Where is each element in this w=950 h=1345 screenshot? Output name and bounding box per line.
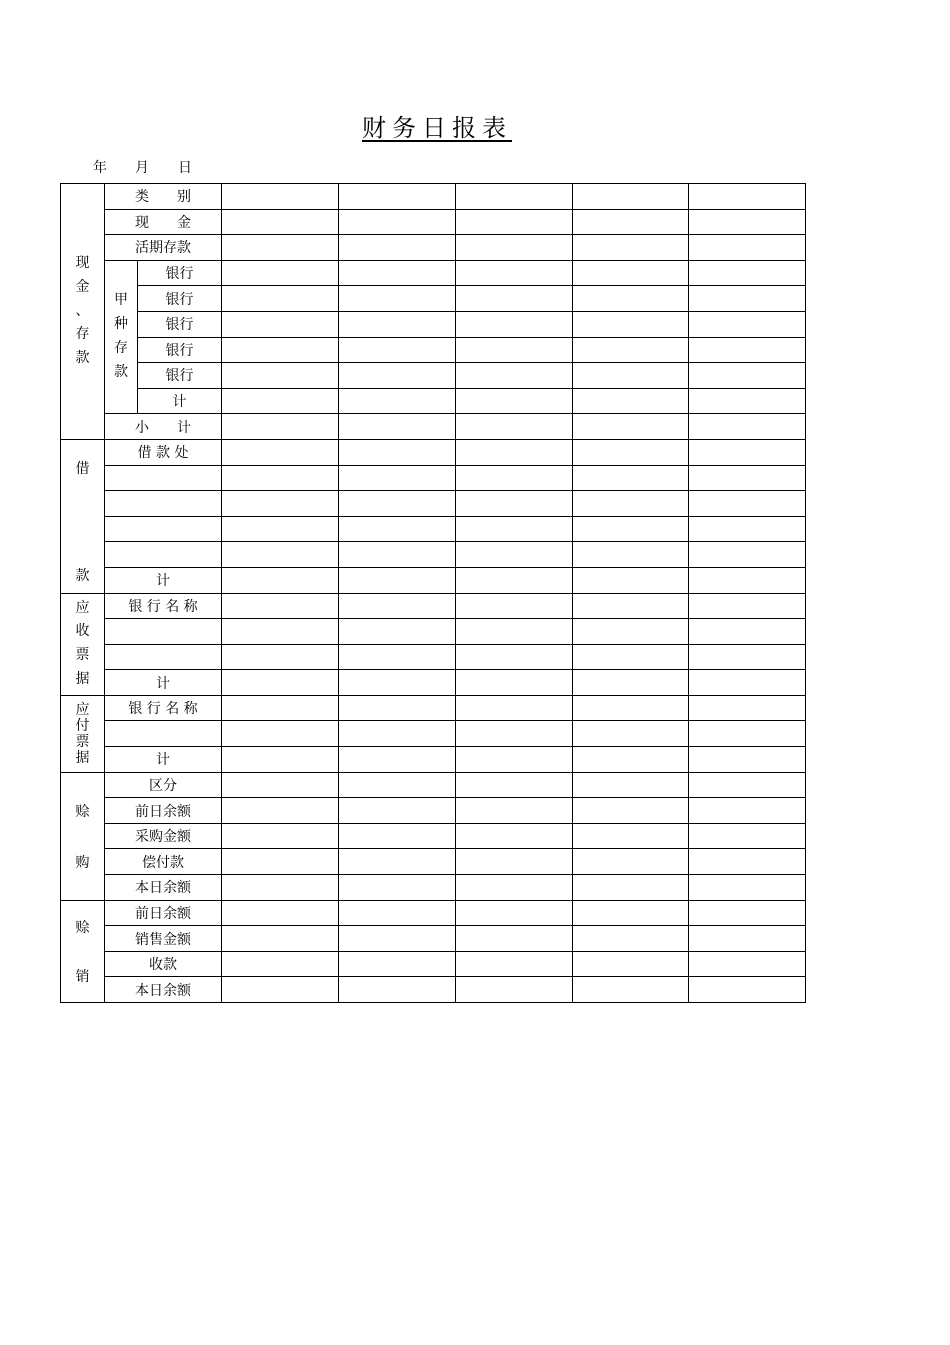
table-row bbox=[61, 823, 806, 849]
notes-receivable-group-label: 应 收 票 据 bbox=[61, 593, 105, 695]
input-cell[interactable] bbox=[573, 311, 689, 337]
date-line bbox=[60, 157, 260, 177]
input-cell[interactable] bbox=[222, 184, 339, 210]
input-cell[interactable] bbox=[689, 926, 806, 952]
table-row bbox=[61, 670, 806, 696]
input-cell[interactable] bbox=[573, 977, 689, 1003]
input-cell[interactable] bbox=[456, 363, 573, 389]
input-cell[interactable] bbox=[689, 542, 806, 568]
total-label: 计 bbox=[105, 747, 222, 773]
collection-label: 收款 bbox=[105, 951, 222, 977]
table-row bbox=[61, 798, 806, 824]
table-row bbox=[61, 747, 806, 773]
input-cell[interactable] bbox=[456, 465, 573, 491]
input-cell[interactable] bbox=[689, 644, 806, 670]
table-row bbox=[61, 337, 806, 363]
table-row bbox=[61, 644, 806, 670]
bank-label: 银行 bbox=[138, 311, 222, 337]
input-cell[interactable] bbox=[339, 337, 456, 363]
input-cell[interactable] bbox=[456, 542, 573, 568]
input-cell[interactable] bbox=[689, 772, 806, 798]
table-row bbox=[61, 311, 806, 337]
bank-label: 银行 bbox=[138, 337, 222, 363]
bank-name-label: 银 行 名 称 bbox=[105, 695, 222, 721]
type-a-deposit-group-label: 甲 种 存 款 bbox=[105, 260, 138, 414]
input-cell[interactable] bbox=[339, 798, 456, 824]
input-cell[interactable] bbox=[222, 951, 339, 977]
input-cell[interactable] bbox=[456, 747, 573, 773]
input-cell[interactable] bbox=[689, 388, 806, 414]
input-cell[interactable] bbox=[456, 184, 573, 210]
input-cell[interactable] bbox=[573, 619, 689, 645]
input-cell[interactable] bbox=[339, 209, 456, 235]
input-cell[interactable] bbox=[222, 363, 339, 389]
input-cell[interactable] bbox=[339, 670, 456, 696]
input-cell[interactable] bbox=[573, 184, 689, 210]
lender-label: 借 款 处 bbox=[105, 439, 222, 465]
input-cell[interactable] bbox=[689, 465, 806, 491]
input-cell[interactable] bbox=[573, 951, 689, 977]
input-cell[interactable] bbox=[339, 439, 456, 465]
input-cell[interactable] bbox=[573, 337, 689, 363]
input-cell[interactable] bbox=[339, 260, 456, 286]
table-row bbox=[61, 951, 806, 977]
input-cell[interactable] bbox=[339, 849, 456, 875]
input-cell[interactable] bbox=[339, 363, 456, 389]
bank-label: 银行 bbox=[138, 286, 222, 312]
demand-deposit-label: 活期存款 bbox=[105, 235, 222, 261]
input-cell[interactable] bbox=[339, 747, 456, 773]
input-cell[interactable] bbox=[339, 516, 456, 542]
input-cell[interactable] bbox=[222, 235, 339, 261]
input-cell[interactable] bbox=[456, 695, 573, 721]
input-cell[interactable] bbox=[689, 491, 806, 517]
input-cell[interactable] bbox=[339, 695, 456, 721]
category-label: 区分 bbox=[105, 772, 222, 798]
input-cell[interactable] bbox=[573, 747, 689, 773]
input-cell[interactable] bbox=[573, 644, 689, 670]
input-cell[interactable] bbox=[339, 721, 456, 747]
input-cell[interactable] bbox=[456, 414, 573, 440]
credit-purchase-group-label: 赊 购 bbox=[61, 772, 105, 900]
input-cell[interactable] bbox=[689, 337, 806, 363]
input-cell[interactable] bbox=[573, 516, 689, 542]
input-cell[interactable] bbox=[456, 721, 573, 747]
input-cell[interactable] bbox=[105, 491, 222, 517]
input-cell[interactable] bbox=[573, 593, 689, 619]
table-row bbox=[61, 593, 806, 619]
input-cell[interactable] bbox=[339, 414, 456, 440]
input-cell[interactable] bbox=[339, 593, 456, 619]
page-title: 财务日报表 bbox=[362, 114, 512, 142]
input-cell[interactable] bbox=[105, 619, 222, 645]
input-cell[interactable] bbox=[689, 977, 806, 1003]
input-cell[interactable] bbox=[339, 311, 456, 337]
input-cell[interactable] bbox=[105, 542, 222, 568]
input-cell[interactable] bbox=[456, 388, 573, 414]
input-cell[interactable] bbox=[689, 311, 806, 337]
input-cell[interactable] bbox=[456, 951, 573, 977]
input-cell[interactable] bbox=[339, 977, 456, 1003]
input-cell[interactable] bbox=[689, 516, 806, 542]
input-cell[interactable] bbox=[456, 670, 573, 696]
credit-sales-group-label: 赊 销 bbox=[61, 900, 105, 1002]
input-cell[interactable] bbox=[573, 286, 689, 312]
input-cell[interactable] bbox=[456, 516, 573, 542]
daily-financial-report-table bbox=[60, 183, 806, 1003]
table-row bbox=[61, 414, 806, 440]
input-cell[interactable] bbox=[573, 926, 689, 952]
input-cell[interactable] bbox=[222, 798, 339, 824]
input-cell[interactable] bbox=[339, 542, 456, 568]
input-cell[interactable] bbox=[222, 439, 339, 465]
input-cell[interactable] bbox=[573, 235, 689, 261]
input-cell[interactable] bbox=[222, 311, 339, 337]
date-day-label: 日 bbox=[178, 160, 192, 176]
category-label: 类 别 bbox=[105, 184, 222, 210]
previous-balance-label: 前日余额 bbox=[105, 900, 222, 926]
table-row bbox=[61, 875, 806, 901]
input-cell[interactable] bbox=[222, 516, 339, 542]
table-row bbox=[61, 926, 806, 952]
table-row bbox=[61, 491, 806, 517]
input-cell[interactable] bbox=[456, 926, 573, 952]
input-cell[interactable] bbox=[222, 823, 339, 849]
table-row bbox=[61, 439, 806, 465]
input-cell[interactable] bbox=[222, 875, 339, 901]
input-cell[interactable] bbox=[222, 388, 339, 414]
bank-name-label: 银 行 名 称 bbox=[105, 593, 222, 619]
input-cell[interactable] bbox=[573, 875, 689, 901]
input-cell[interactable] bbox=[689, 747, 806, 773]
input-cell[interactable] bbox=[456, 491, 573, 517]
input-cell[interactable] bbox=[689, 184, 806, 210]
input-cell[interactable] bbox=[339, 491, 456, 517]
input-cell[interactable] bbox=[689, 260, 806, 286]
cash-deposit-group-label: 现 金 、 存 款 bbox=[61, 184, 105, 440]
table-row bbox=[61, 388, 806, 414]
input-cell[interactable] bbox=[222, 542, 339, 568]
date-month-label: 月 bbox=[135, 160, 149, 176]
input-cell[interactable] bbox=[689, 823, 806, 849]
input-cell[interactable] bbox=[105, 465, 222, 491]
table-row bbox=[61, 260, 806, 286]
input-cell[interactable] bbox=[339, 465, 456, 491]
input-cell[interactable] bbox=[222, 721, 339, 747]
bank-label: 银行 bbox=[138, 363, 222, 389]
input-cell[interactable] bbox=[222, 670, 339, 696]
input-cell[interactable] bbox=[222, 260, 339, 286]
input-cell[interactable] bbox=[456, 977, 573, 1003]
input-cell[interactable] bbox=[689, 695, 806, 721]
input-cell[interactable] bbox=[573, 414, 689, 440]
input-cell[interactable] bbox=[222, 619, 339, 645]
input-cell[interactable] bbox=[689, 951, 806, 977]
total-label: 计 bbox=[105, 670, 222, 696]
input-cell[interactable] bbox=[105, 721, 222, 747]
input-cell[interactable] bbox=[573, 388, 689, 414]
table-row bbox=[61, 516, 806, 542]
input-cell[interactable] bbox=[456, 619, 573, 645]
input-cell[interactable] bbox=[456, 337, 573, 363]
input-cell[interactable] bbox=[339, 772, 456, 798]
input-cell[interactable] bbox=[339, 184, 456, 210]
input-cell[interactable] bbox=[222, 286, 339, 312]
subtotal-label: 小 计 bbox=[105, 414, 222, 440]
date-year-label: 年 bbox=[93, 160, 107, 176]
input-cell[interactable] bbox=[573, 798, 689, 824]
table-row bbox=[61, 695, 806, 721]
input-cell[interactable] bbox=[456, 875, 573, 901]
cash-label: 现 金 bbox=[105, 209, 222, 235]
table-row bbox=[61, 619, 806, 645]
input-cell[interactable] bbox=[456, 823, 573, 849]
input-cell[interactable] bbox=[689, 670, 806, 696]
input-cell[interactable] bbox=[689, 721, 806, 747]
input-cell[interactable] bbox=[456, 439, 573, 465]
input-cell[interactable] bbox=[339, 388, 456, 414]
input-cell[interactable] bbox=[573, 465, 689, 491]
input-cell[interactable] bbox=[222, 849, 339, 875]
current-balance-label: 本日余额 bbox=[105, 875, 222, 901]
input-cell[interactable] bbox=[689, 849, 806, 875]
notes-payable-group-label: 应 付 票 据 bbox=[61, 695, 105, 772]
input-cell[interactable] bbox=[222, 414, 339, 440]
input-cell[interactable] bbox=[573, 209, 689, 235]
input-cell[interactable] bbox=[573, 772, 689, 798]
input-cell[interactable] bbox=[339, 926, 456, 952]
input-cell[interactable] bbox=[339, 823, 456, 849]
input-cell[interactable] bbox=[573, 542, 689, 568]
input-cell[interactable] bbox=[573, 491, 689, 517]
input-cell[interactable] bbox=[339, 235, 456, 261]
table-row bbox=[61, 363, 806, 389]
input-cell[interactable] bbox=[689, 900, 806, 926]
input-cell[interactable] bbox=[573, 439, 689, 465]
input-cell[interactable] bbox=[222, 491, 339, 517]
loans-group-label: 借 款 bbox=[61, 439, 105, 593]
input-cell[interactable] bbox=[339, 644, 456, 670]
table-row bbox=[61, 235, 806, 261]
input-cell[interactable] bbox=[339, 567, 456, 593]
input-cell[interactable] bbox=[222, 465, 339, 491]
input-cell[interactable] bbox=[689, 875, 806, 901]
previous-balance-label: 前日余额 bbox=[105, 798, 222, 824]
input-cell[interactable] bbox=[222, 593, 339, 619]
sales-amount-label: 销售金额 bbox=[105, 926, 222, 952]
input-cell[interactable] bbox=[689, 414, 806, 440]
input-cell[interactable] bbox=[339, 619, 456, 645]
table-row bbox=[61, 184, 806, 210]
table-row bbox=[61, 849, 806, 875]
input-cell[interactable] bbox=[689, 567, 806, 593]
input-cell[interactable] bbox=[456, 900, 573, 926]
input-cell[interactable] bbox=[456, 798, 573, 824]
input-cell[interactable] bbox=[573, 823, 689, 849]
input-cell[interactable] bbox=[339, 875, 456, 901]
table-row bbox=[61, 567, 806, 593]
repayment-label: 偿付款 bbox=[105, 849, 222, 875]
input-cell[interactable] bbox=[573, 721, 689, 747]
input-cell[interactable] bbox=[222, 695, 339, 721]
input-cell[interactable] bbox=[573, 900, 689, 926]
input-cell[interactable] bbox=[222, 567, 339, 593]
input-cell[interactable] bbox=[222, 977, 339, 1003]
input-cell[interactable] bbox=[689, 363, 806, 389]
input-cell[interactable] bbox=[689, 798, 806, 824]
input-cell[interactable] bbox=[339, 286, 456, 312]
input-cell[interactable] bbox=[689, 619, 806, 645]
input-cell[interactable] bbox=[222, 772, 339, 798]
input-cell[interactable] bbox=[222, 337, 339, 363]
input-cell[interactable] bbox=[456, 567, 573, 593]
table-row bbox=[61, 977, 806, 1003]
input-cell[interactable] bbox=[222, 644, 339, 670]
input-cell[interactable] bbox=[456, 286, 573, 312]
table-row bbox=[61, 465, 806, 491]
input-cell[interactable] bbox=[456, 235, 573, 261]
table-row bbox=[61, 542, 806, 568]
table-row bbox=[61, 721, 806, 747]
table-row bbox=[61, 209, 806, 235]
table-row bbox=[61, 286, 806, 312]
input-cell[interactable] bbox=[456, 311, 573, 337]
input-cell[interactable] bbox=[105, 516, 222, 542]
bank-label: 银行 bbox=[138, 260, 222, 286]
input-cell[interactable] bbox=[456, 209, 573, 235]
total-label: 计 bbox=[138, 388, 222, 414]
input-cell[interactable] bbox=[456, 644, 573, 670]
input-cell[interactable] bbox=[573, 363, 689, 389]
purchase-amount-label: 采购金额 bbox=[105, 823, 222, 849]
input-cell[interactable] bbox=[689, 286, 806, 312]
total-label: 计 bbox=[105, 567, 222, 593]
input-cell[interactable] bbox=[689, 439, 806, 465]
input-cell[interactable] bbox=[222, 209, 339, 235]
input-cell[interactable] bbox=[339, 900, 456, 926]
current-balance-label: 本日余额 bbox=[105, 977, 222, 1003]
input-cell[interactable] bbox=[222, 900, 339, 926]
input-cell[interactable] bbox=[573, 567, 689, 593]
input-cell[interactable] bbox=[689, 209, 806, 235]
input-cell[interactable] bbox=[222, 747, 339, 773]
input-cell[interactable] bbox=[456, 772, 573, 798]
input-cell[interactable] bbox=[573, 695, 689, 721]
input-cell[interactable] bbox=[456, 260, 573, 286]
input-cell[interactable] bbox=[573, 849, 689, 875]
input-cell[interactable] bbox=[689, 235, 806, 261]
input-cell[interactable] bbox=[222, 926, 339, 952]
input-cell[interactable] bbox=[573, 260, 689, 286]
input-cell[interactable] bbox=[573, 670, 689, 696]
input-cell[interactable] bbox=[339, 951, 456, 977]
input-cell[interactable] bbox=[456, 849, 573, 875]
table-row bbox=[61, 900, 806, 926]
table-row bbox=[61, 772, 806, 798]
input-cell[interactable] bbox=[105, 644, 222, 670]
input-cell[interactable] bbox=[456, 593, 573, 619]
input-cell[interactable] bbox=[689, 593, 806, 619]
